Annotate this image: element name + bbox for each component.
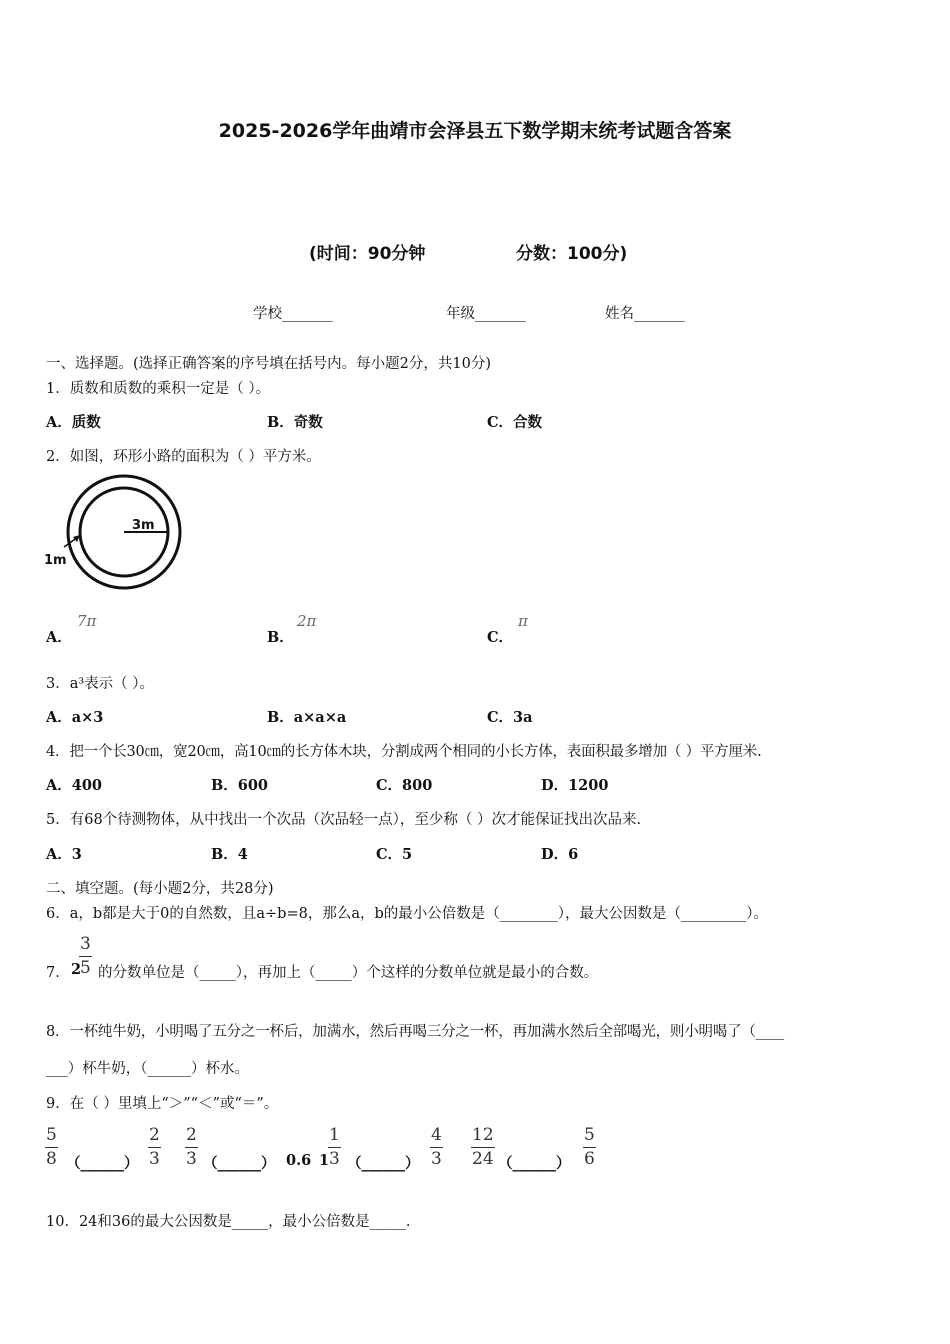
q9-fraction-5-8: 5 8 [46, 1125, 57, 1169]
ring-width-label: 1m [44, 553, 67, 568]
q9-blank-4[interactable]: （______） [498, 1155, 571, 1172]
exam-time: (时间：90分钟 [309, 244, 426, 264]
q5-option-b[interactable]: B．4 [211, 846, 248, 863]
q7-denominator: 5 [80, 958, 91, 978]
q3-option-c[interactable]: C．3a [487, 709, 533, 726]
q5-option-a[interactable]: A．3 [46, 846, 82, 863]
page-title: 2025-2026学年曲靖市会泽县五下数学期末统考试题含答案 [218, 120, 732, 142]
q9-fraction-5-6: 5 6 [584, 1125, 595, 1169]
q1-option-b[interactable]: B．奇数 [267, 414, 323, 431]
q9-blank-1[interactable]: （______） [66, 1155, 139, 1172]
q9-mixed-whole: 1 [319, 1152, 330, 1169]
q9-fraction-2-3-a: 2 3 [149, 1125, 160, 1169]
q9-decimal: 0.6 [286, 1152, 312, 1169]
q1-option-c[interactable]: C．合数 [487, 414, 543, 431]
question-4: 4．把一个长30㎝，宽20㎝，高10㎝的长方体木块，分割成两个相同的小长方体，表面积最多增加（ ）平方厘米. [46, 744, 762, 760]
exam-score: 分数：100分) [516, 244, 628, 264]
q2-option-b[interactable]: B． [267, 629, 294, 646]
q2-option-a[interactable]: A． [46, 629, 72, 646]
question-10: 10．24和36的最大公因数是_____，最小公倍数是_____. [46, 1214, 411, 1230]
grade-field[interactable]: 年级_______ [446, 306, 526, 322]
q4-option-a[interactable]: A．400 [46, 777, 103, 794]
name-field[interactable]: 姓名_______ [605, 306, 685, 322]
section-2-header: 二、填空题。(每小题2分，共28分) [46, 881, 274, 897]
q9-fraction-12-24: 12 24 [472, 1125, 494, 1169]
q7-numerator: 3 [80, 934, 91, 954]
q9-fraction-1-3: 1 3 [329, 1125, 340, 1169]
q2-option-a-value: 7π [77, 612, 97, 630]
q4-option-c[interactable]: C．800 [376, 777, 433, 794]
q5-option-d[interactable]: D．6 [541, 846, 579, 863]
q3-option-a[interactable]: A．a×3 [46, 709, 104, 726]
question-6: 6．a，b都是大于0的自然数，且a÷b=8，那么a，b的最小公倍数是（________），最大公因数是（_________）。 [46, 906, 769, 922]
question-9: 9．在（ ）里填上“＞”“＜”或“＝”。 [46, 1096, 279, 1112]
school-field[interactable]: 学校_______ [253, 306, 333, 322]
q2-option-c-value: π [518, 612, 528, 630]
q7-fraction [79, 936, 92, 977]
q7-mixed-whole: 2 [71, 961, 82, 978]
q9-fraction-2-3-b: 2 3 [186, 1125, 197, 1169]
question-8-line1: 8．一杯纯牛奶，小明喝了五分之一杯后，加满水，然后再喝三分之一杯，再加满水然后全部喝光，则小明喝了（____ [46, 1024, 784, 1040]
q9-fraction-4-3: 4 3 [431, 1125, 442, 1169]
section-1-header: 一、选择题。(选择正确答案的序号填在括号内。每小题2分，共10分) [46, 356, 491, 372]
q1-option-a[interactable]: A．质数 [46, 414, 101, 431]
ring-path-figure [40, 474, 190, 592]
q2-option-c[interactable]: C． [487, 629, 514, 646]
question-5: 5．有68个待测物体，从中找出一个次品（次品轻一点），至少称（ ）次才能保证找出次品来. [46, 812, 642, 828]
question-7-text: 的分数单位是（_____），再加上（_____）个这样的分数单位就是最小的合数。 [98, 965, 599, 981]
q9-blank-2[interactable]: （______） [203, 1155, 276, 1172]
question-1: 1．质数和质数的乘积一定是（ ）。 [46, 381, 271, 397]
q4-option-b[interactable]: B．600 [211, 777, 269, 794]
width-arrow-head [73, 535, 80, 542]
inner-radius-label: 3m [132, 518, 155, 533]
question-2: 2．如图，环形小路的面积为（ ）平方米。 [46, 449, 321, 465]
q2-option-b-value: 2π [297, 612, 317, 630]
question-3: 3．a³表示（ ）。 [46, 676, 155, 692]
q5-option-c[interactable]: C．5 [376, 846, 413, 863]
question-8-line2: ___）杯牛奶，（______）杯水。 [46, 1061, 249, 1077]
q9-blank-3[interactable]: （______） [347, 1155, 420, 1172]
q4-option-d[interactable]: D．1200 [541, 777, 609, 794]
q3-option-b[interactable]: B．a×a×a [267, 709, 347, 726]
question-7-prefix: 7． [46, 965, 70, 981]
